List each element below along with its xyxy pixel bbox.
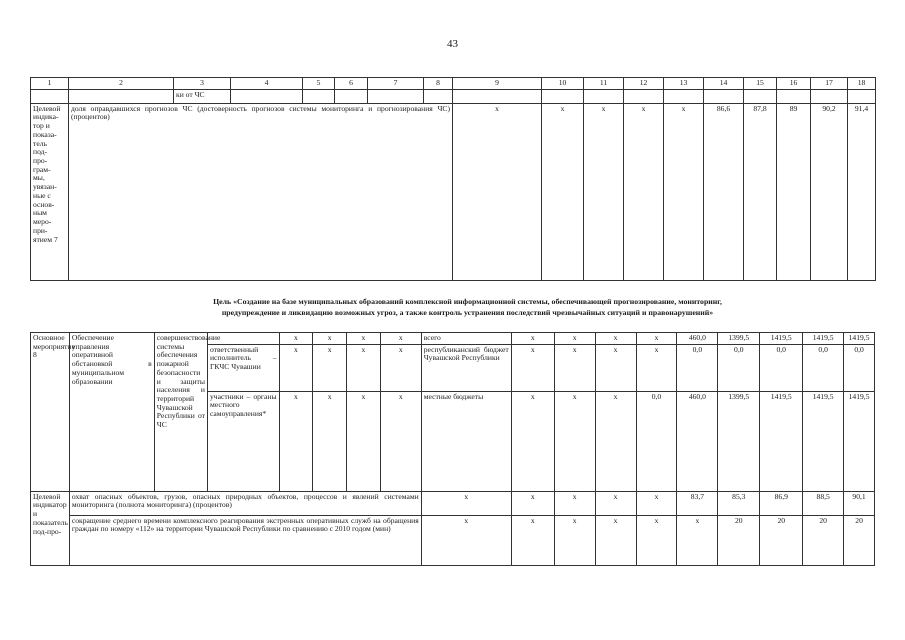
col-header: 16 (777, 78, 811, 90)
col-header: 7 (368, 78, 424, 90)
cell: 20 (718, 515, 760, 565)
value: 460,0 (677, 391, 718, 491)
col-header: 5 (303, 78, 335, 90)
goal-heading (60, 296, 875, 319)
cell: х (677, 515, 718, 565)
measure-label: Основное мероприятие 8 (31, 333, 70, 492)
cell: х (421, 491, 511, 515)
funding-source: местные бюджеты (421, 391, 511, 491)
value: 0,0 (760, 344, 803, 391)
indicator-text: доля оправдавшихся прогнозов ЧС (достоверность прогнозов системы мониторинга и прогнозирования ЧС) (процентов) (69, 103, 453, 280)
value: 0,0 (803, 344, 844, 391)
cell: х (664, 103, 704, 280)
cell: х (313, 391, 347, 491)
cell: х (554, 515, 595, 565)
value: 1419,5 (803, 333, 844, 345)
indicator-label-line: Целевой (33, 103, 61, 113)
col-header: 14 (704, 78, 744, 90)
value: 1419,5 (844, 391, 875, 491)
cell: х (511, 333, 554, 345)
indicator-label-line: основ- (33, 199, 55, 209)
executor: участники – органы местного самоуправления* (207, 391, 279, 491)
cell: х (595, 344, 636, 391)
col-header: 18 (848, 78, 876, 90)
cell: х (347, 344, 381, 391)
value: 1399,5 (718, 333, 760, 345)
row-total (31, 333, 875, 345)
cell: х (511, 344, 554, 391)
indicator-label (31, 103, 69, 280)
indicator-row (31, 491, 875, 515)
cell: 90,2 (811, 103, 848, 280)
col-header: 12 (624, 78, 664, 90)
value: 0,0 (677, 344, 718, 391)
cell: 86,6 (704, 103, 744, 280)
cell: 90,1 (844, 491, 875, 515)
cell: х (380, 344, 421, 391)
indicator-label-line: мы, (33, 173, 45, 183)
cell: х (554, 333, 595, 345)
value: 1399,5 (718, 391, 760, 491)
value: 1419,5 (760, 333, 803, 345)
cell: 89 (777, 103, 811, 280)
cell: х (380, 391, 421, 491)
cell: 20 (760, 515, 803, 565)
table-measure-8 (30, 332, 875, 566)
indicator-label-line: показа- (33, 129, 57, 139)
value: 0,0 (718, 344, 760, 391)
col-header: 11 (584, 78, 624, 90)
indicator-label-line: ным (33, 208, 47, 218)
cell: х (380, 333, 421, 345)
indicator-text: сокращение среднего времени комплексного реагирования экстренных оперативных служб на обращения граждан по номеру «112» на территории Чувашской Республики по сравнению с 2010 годом (мин) (69, 515, 421, 565)
cell: 85,3 (718, 491, 760, 515)
col-header: 3 (174, 78, 231, 90)
col-header: 13 (664, 78, 704, 90)
indicator-label-line: тель (33, 138, 47, 148)
cell: 0,0 (636, 391, 677, 491)
cell: 87,8 (744, 103, 777, 280)
cell: х (313, 333, 347, 345)
indicator-label-line: грам- (33, 164, 51, 174)
col-header: 2 (69, 78, 174, 90)
indicator-text: охват опасных объектов, грузов, опасных природных объектов, процессов и явлений системами мониторинга (полнота мониторинга) (процентов) (69, 491, 421, 515)
cell: х (453, 103, 542, 280)
measure-title: Обеспечение управления оперативной обстановкой в муниципальном образовании (69, 333, 154, 492)
cell: х (554, 491, 595, 515)
cell: 20 (844, 515, 875, 565)
cell: 86,9 (760, 491, 803, 515)
col-header: 10 (542, 78, 584, 90)
cell: х (636, 515, 677, 565)
cell: х (554, 391, 595, 491)
cell: х (511, 491, 554, 515)
indicator-row (31, 103, 876, 280)
cell: х (595, 333, 636, 345)
indicator-label-line: при- (33, 225, 48, 235)
cell: х (511, 515, 554, 565)
col-header: 8 (424, 78, 453, 90)
cell: х (636, 344, 677, 391)
col-header: 4 (231, 78, 303, 90)
cell: х (279, 333, 313, 345)
cell: 20 (803, 515, 844, 565)
indicator-row (31, 515, 875, 565)
indicator-label-line: увязан- (33, 182, 57, 192)
indicator-label: Целевой индикатор и показатель под-про- (31, 491, 70, 565)
cell: х (511, 391, 554, 491)
cell: х (347, 333, 381, 345)
measure-goal: совершенствование системы обеспечения пожарной безопасности и защиты населения и территорий Чувашской Республики от ЧС (154, 333, 207, 492)
cell: 83,7 (677, 491, 718, 515)
indicator-label-line: меро- (33, 217, 52, 227)
indicator-label-line: про- (33, 156, 48, 166)
cell: х (347, 391, 381, 491)
value: 1419,5 (844, 333, 875, 345)
cell: х (595, 491, 636, 515)
cell: х (624, 103, 664, 280)
cell: 88,5 (803, 491, 844, 515)
indicator-label-line: под- (33, 147, 48, 157)
cell: х (584, 103, 624, 280)
indicator-label-line: ятием 7 (33, 234, 58, 244)
col-header: 15 (744, 78, 777, 90)
cell: х (542, 103, 584, 280)
continuation-text: ки от ЧС (174, 89, 231, 103)
cell: х (279, 344, 313, 391)
col-header: 6 (335, 78, 368, 90)
col-header: 1 (31, 78, 69, 90)
col-header: 9 (453, 78, 542, 90)
continuation-row (31, 89, 876, 103)
goal-line-2: предупреждение и ликвидацию возможных угроз, а также контроль устранения последствий чрезвычайных ситуаций и правонарушений» (221, 308, 714, 318)
funding-source: всего (421, 333, 511, 345)
cell: х (595, 515, 636, 565)
cell: х (636, 333, 677, 345)
column-number-row (31, 78, 876, 90)
value: 1419,5 (760, 391, 803, 491)
table-continuation (30, 77, 876, 281)
page-number: 43 (447, 38, 458, 50)
col-header: 17 (811, 78, 848, 90)
goal-line-1: Цель «Создание на базе муниципальных образований комплексной информационной системы, обеспечивающей прогнозирование, мониторинг, (213, 297, 722, 306)
executor: ответственный исполнитель – ГКЧС Чувашии (207, 344, 279, 391)
cell: х (595, 391, 636, 491)
cell: х (313, 344, 347, 391)
indicator-label-line: ные с (33, 190, 51, 200)
value: 1419,5 (803, 391, 844, 491)
cell: х (279, 391, 313, 491)
indicator-label-line: тор и (33, 121, 50, 131)
cell: х (421, 515, 511, 565)
cell: х (554, 344, 595, 391)
value: 0,0 (844, 344, 875, 391)
indicator-label-line: индика- (33, 112, 59, 122)
cell: 91,4 (848, 103, 876, 280)
value: 460,0 (677, 333, 718, 345)
funding-source: республиканский бюджет Чувашской Республики (421, 344, 511, 391)
cell: х (636, 491, 677, 515)
